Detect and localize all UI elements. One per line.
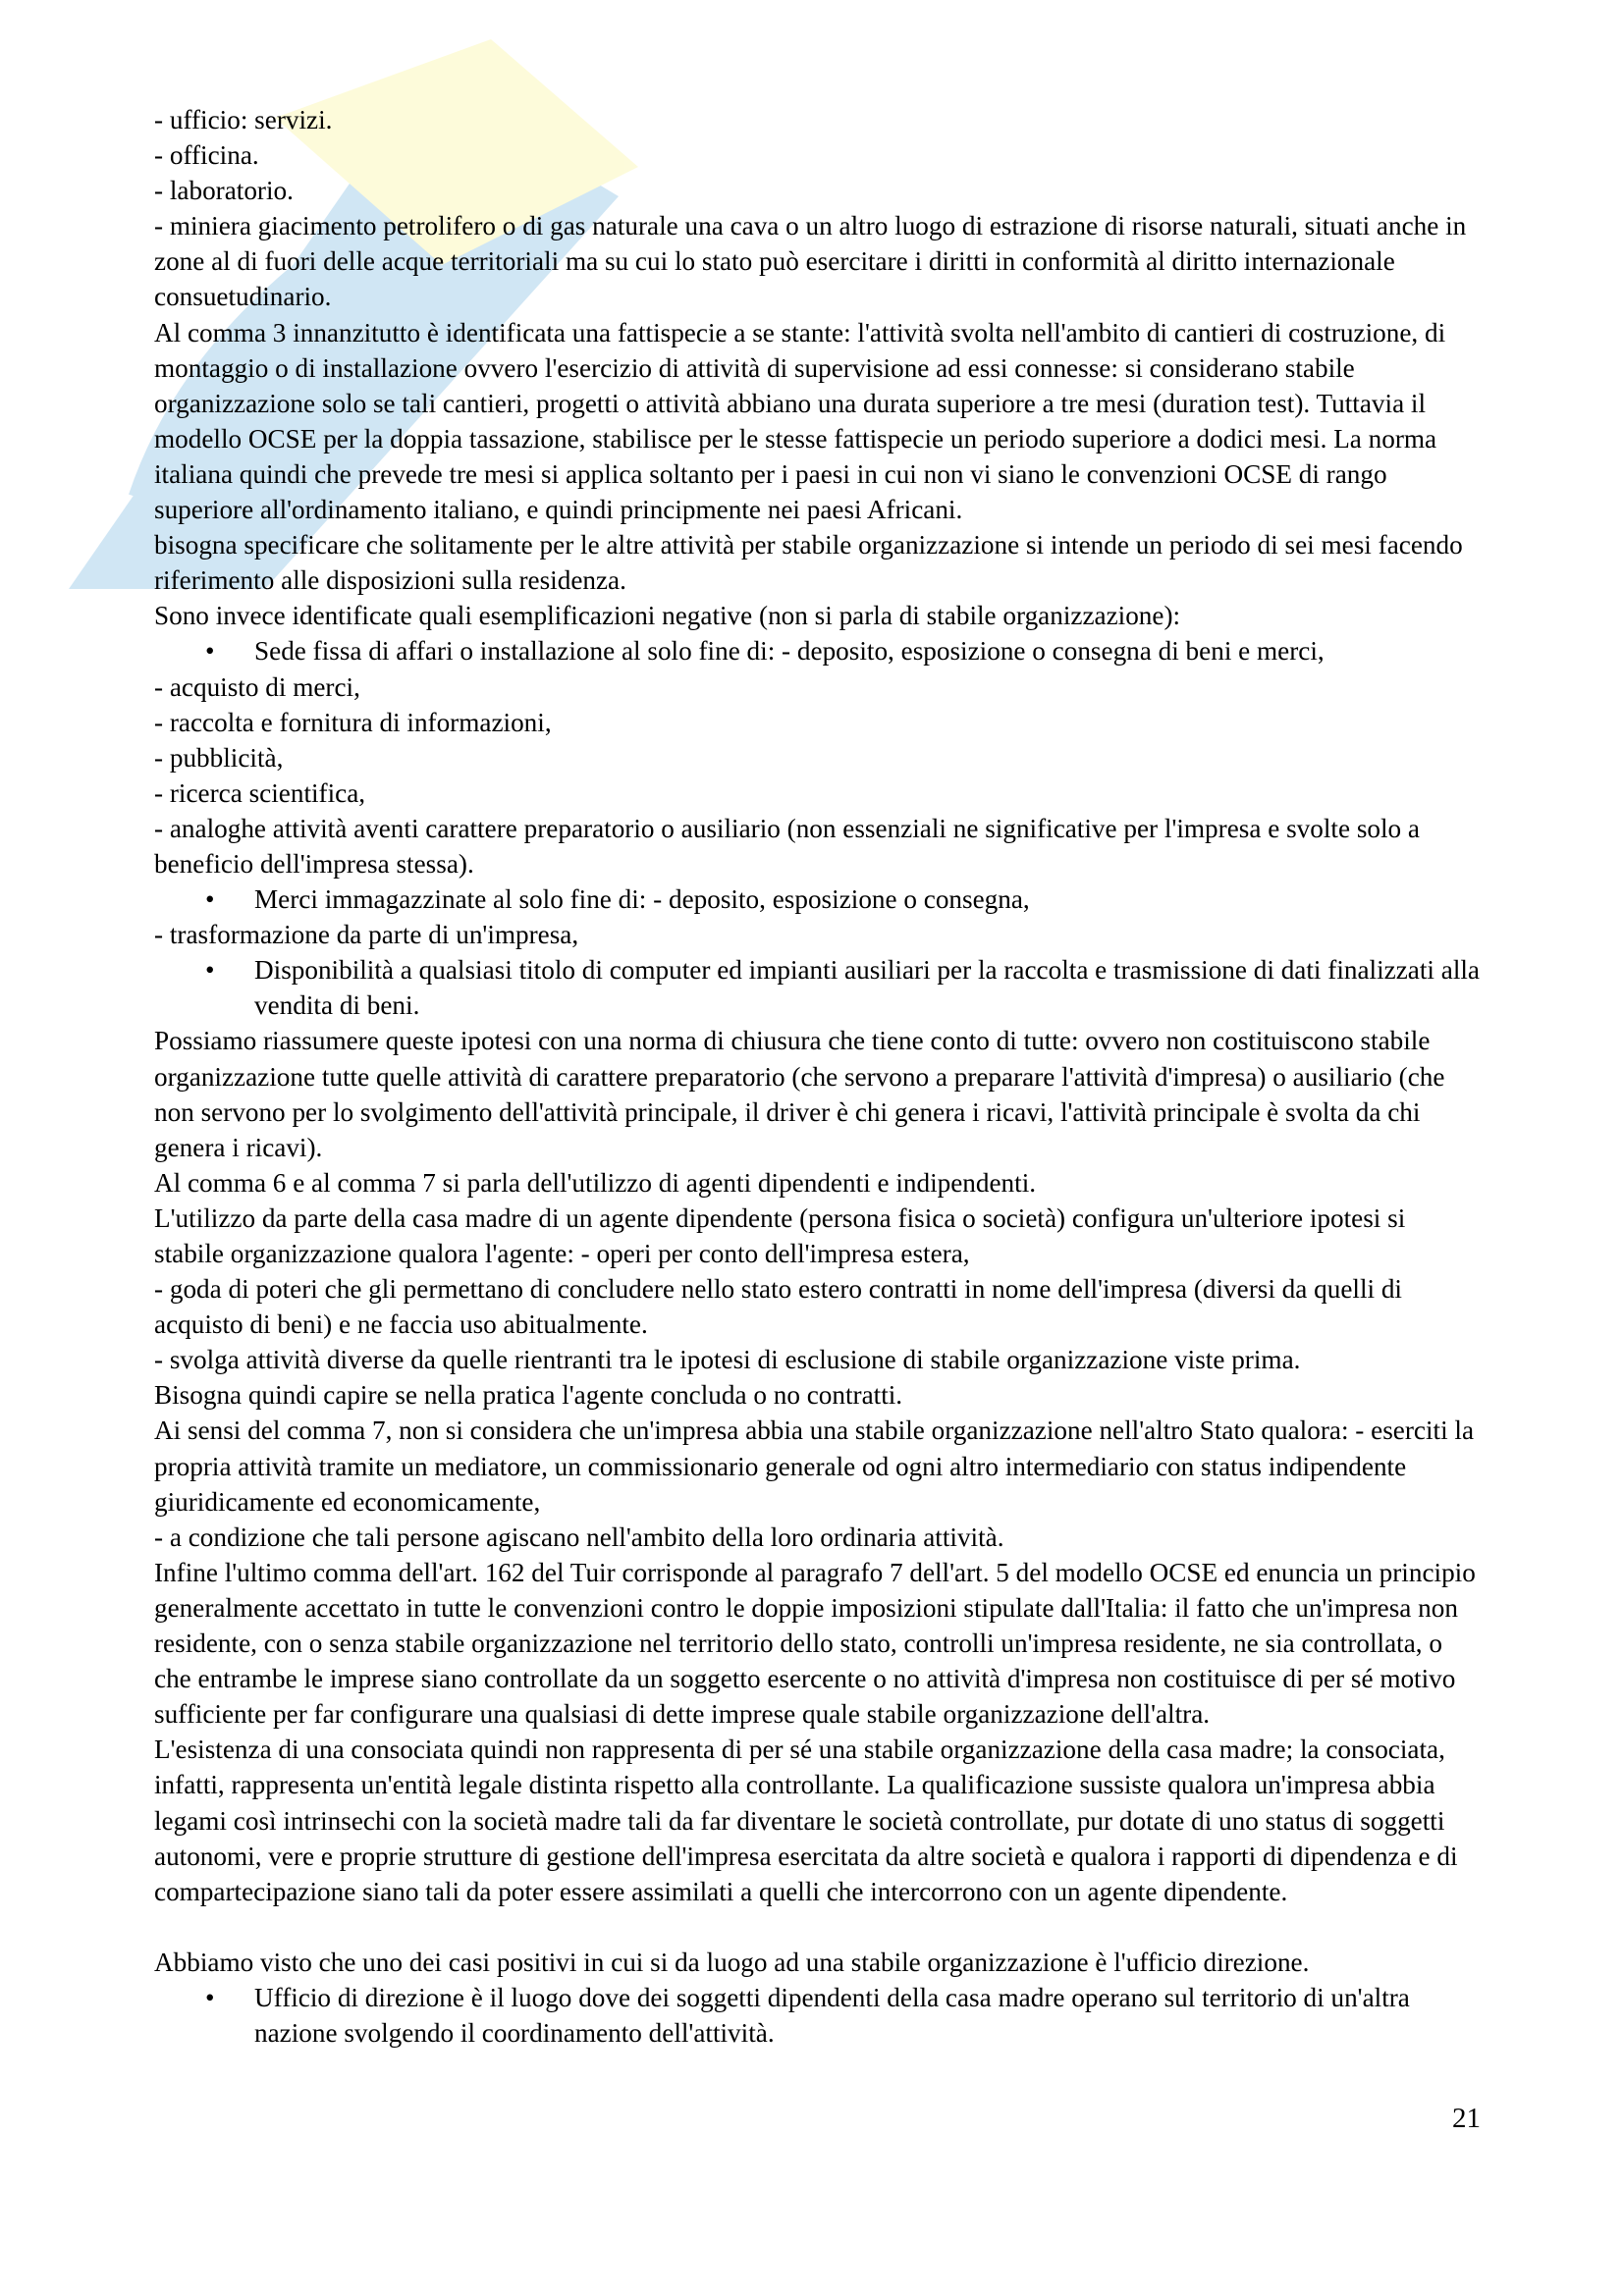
paragraph: Al comma 6 e al comma 7 si parla dell'utilizzo di agenti dipendenti e indipendenti. [154, 1167, 1037, 1198]
blank-line [154, 1909, 1480, 1945]
list-line: - officina. [154, 140, 259, 171]
bullet-text: Disponibilità a qualsiasi titolo di computer ed impianti ausiliari per la raccolta e trasmissione di dati finalizzati alla vendita di beni. [254, 955, 1480, 1021]
list-line: - pubblicità, [154, 742, 284, 773]
document-body [154, 102, 1480, 2051]
paragraph: Infine l'ultimo comma dell'art. 162 del Tuir corrisponde al paragrafo 7 dell'art. 5 del modello OCSE ed enuncia un principio generalmente accettato in tutte le convenzioni contro le doppie imposizioni stipulate dall'Italia: il fatto che un'impresa non residente, con o senza stabile organizzazione nel territorio dello stato, controlli un'impresa residente, ne sia controllata, o che entrambe le imprese siano controllate da un soggetto esercente o no attività d'impresa non costituisce di per sé motivo sufficiente per far configurare una qualsiasi di dette imprese quale stabile organizzazione dell'altra. [154, 1557, 1476, 1730]
bullet-icon: • [205, 955, 215, 986]
bullet-item [154, 633, 1480, 668]
paragraph: L'utilizzo da parte della casa madre di un agente dipendente (persona fisica o società) configura un'ulteriore ipotesi si stabile organizzazione qualora l'agente: - operi per conto dell'impresa estera, [154, 1202, 1406, 1268]
list-line: - goda di poteri che gli permettano di concludere nello stato estero contratti in nome dell'impresa (diversi da quelli di acquisto di beni) e ne faccia uso abitualmente. [154, 1274, 1402, 1340]
paragraph: Ai sensi del comma 7, non si considera che un'impresa abbia una stabile organizzazione nell'altro Stato qualora: - eserciti la propria attività tramite un mediatore, un commissionario generale od ogni altro intermediario con status indipendente giuridicamente ed economicamente, [154, 1415, 1475, 1517]
bullet-item [154, 1980, 1480, 2051]
bullet-item [154, 952, 1480, 1023]
paragraph: Possiamo riassumere queste ipotesi con una norma di chiusura che tiene conto di tutte: ovvero non costituiscono stabile organizzazione tutte quelle attività di carattere preparatorio (che servono a preparare l'attività d'impresa) o ausiliario (che non servono per lo svolgimento dell'attività principale, il driver è chi genera i ricavi, l'attività principale è svolta da chi genera i ricavi). [154, 1026, 1445, 1162]
bullet-icon: • [205, 636, 215, 667]
paragraph: Al comma 3 innanzitutto è identificata una fattispecie a se stante: l'attività svolta nell'ambito di cantieri di costruzione, di montaggio o di installazione ovvero l'esercizio di attività di supervisione ad essi connesse: si considerano stabile organizzazione solo se tali cantieri, progetti o attività abbiano una durata superiore a tre mesi (duration test). Tuttavia il modello OCSE per la doppia tassazione, stabilisce per le stesse fattispecie un periodo superiore a dodici mesi. La norma italiana quindi che prevede tre mesi si applica soltanto per i paesi in cui non vi siano le convenzioni OCSE di rango superiore all'ordinamento italiano, e quindi principmente nei paesi Africani. [154, 317, 1446, 525]
bullet-icon: • [205, 884, 215, 915]
list-line: - trasformazione da parte di un'impresa, [154, 920, 579, 950]
list-line: - ufficio: servizi. [154, 105, 333, 134]
list-line: - laboratorio. [154, 176, 294, 206]
list-line: - miniera giacimento petrolifero o di gas naturale una cava o un altro luogo di estrazione di risorse naturali, situati anche in zone al di fuori delle acque territoriali ma su cui lo stato può esercitare i diritti in conformità al diritto internazionale consuetudinario. [154, 211, 1467, 312]
list-line: - raccolta e fornitura di informazioni, [154, 707, 552, 737]
list-line: - ricerca scientifica, [154, 777, 366, 808]
list-line: - analoghe attività aventi carattere preparatorio o ausiliario (non essenziali ne significative per l'impresa e svolte solo a beneficio dell'impresa stessa). [154, 813, 1421, 879]
paragraph: Abbiamo visto che uno dei casi positivi in cui si da luogo ad una stabile organizzazione è l'ufficio direzione. [154, 1947, 1310, 1977]
paragraph: L'esistenza di una consociata quindi non rappresenta di per sé una stabile organizzazione della casa madre; la consociata, infatti, rappresenta un'entità legale distinta rispetto alla controllante. La qualificazione sussiste qualora un'impresa abbia legami così intrinsechi con la società madre tali da far diventare le società controllate, pur dotate di uno status di soggetti autonomi, vere e proprie strutture di gestione dell'impresa esercitata da altre società e qualora i rapporti di dipendenza e di compartecipazione siano tali da poter essere assimilati a quelli che intercorrono con un agente dipendente. [154, 1735, 1458, 1906]
paragraph: Bisogna quindi capire se nella pratica l'agente concluda o no contratti. [154, 1380, 903, 1411]
bullet-item [154, 881, 1480, 917]
page-number: 21 [1452, 2103, 1481, 2134]
paragraph: bisogna specificare che solitamente per le altre attività per stabile organizzazione si intende un periodo di sei mesi facendo riferimento alle disposizioni sulla residenza. [154, 530, 1463, 596]
bullet-text: Ufficio di direzione è il luogo dove dei soggetti dipendenti della casa madre operano sul territorio di un'altra nazione svolgendo il coordinamento dell'attività. [254, 1982, 1410, 2049]
list-line: - svolga attività diverse da quelle rientranti tra le ipotesi di esclusione di stabile organizzazione viste prima. [154, 1345, 1301, 1375]
list-line: - a condizione che tali persone agiscano nell'ambito della loro ordinaria attività. [154, 1522, 1004, 1552]
bullet-text: Merci immagazzinate al solo fine di: - deposito, esposizione o consegna, [254, 884, 1030, 915]
paragraph: Sono invece identificate quali esemplificazioni negative (non si parla di stabile organizzazione): [154, 601, 1181, 631]
bullet-text: Sede fissa di affari o installazione al solo fine di: - deposito, esposizione o consegna di beni e merci, [254, 636, 1325, 667]
list-line: - acquisto di merci, [154, 671, 360, 702]
bullet-icon: • [205, 1982, 215, 2012]
